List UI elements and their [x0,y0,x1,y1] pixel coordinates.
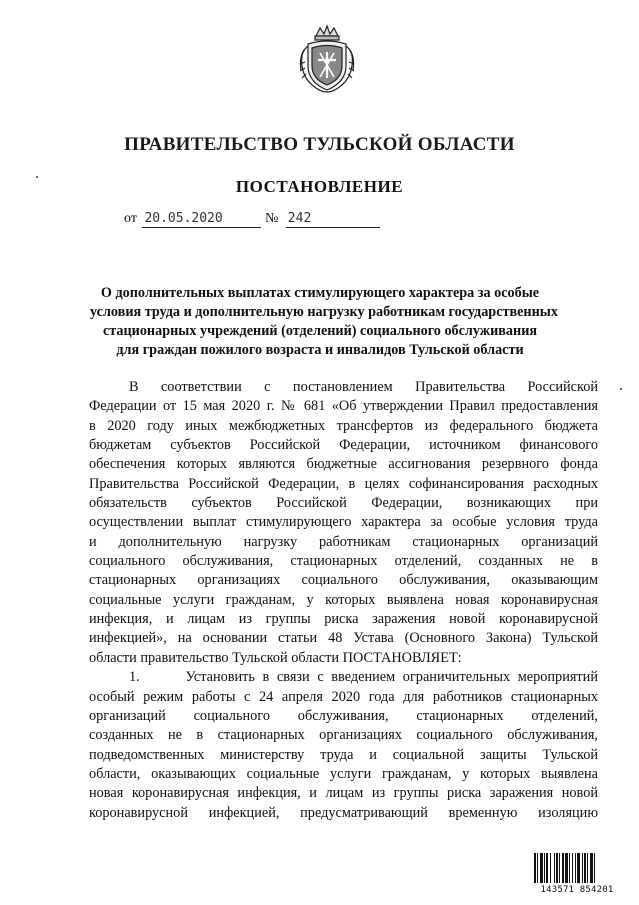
government-name: ПРАВИТЕЛЬСТВО ТУЛЬСКОЙ ОБЛАСТИ [124,134,515,155]
body-line: социальные услуги гражданам, у которых выявлена новая коронавирусная [89,591,598,608]
item-1-line: созданных не в стационарных организациях социального обслуживания, [89,727,598,744]
document-subject [90,284,558,360]
body-line: осуществлении выплат стимулирующего характера за особые условия труда [89,514,598,531]
subject-line: условия труда и дополнительную нагрузку работникам государственных [90,304,558,320]
body-line: обязательств субъектов Российской Федерации, возникающих при [89,495,598,512]
document-type: ПОСТАНОВЛЕНИЕ [235,177,404,196]
date-value: 20.05.2020 [142,211,261,228]
body-line: Правительства Российской Федерации, в целях софинансирования расходных [89,475,598,492]
item-1-line: 1. Установить в связи с введением ограничительных мероприятий [129,669,598,686]
body-line: Федерации от 15 мая 2020 г. № 681 «Об утверждении Правил предоставления [89,398,598,415]
body-line: инфекцией», на основании статьи 48 Устава (Основного Закона) Тульской [89,630,598,647]
subject-line: для граждан пожилого возраста и инвалидов Тульской области [116,342,524,358]
item-1-line: организаций социального обслуживания, стационарных отделений, [89,707,598,724]
coat-of-arms-icon [296,22,358,96]
scan-speck [36,176,38,178]
body-line: и дополнительную нагрузку работникам стационарных организаций [89,533,598,550]
body-line: в 2020 году иных межбюджетных трансфертов из федерального бюджета [89,417,598,434]
item-1-line: новая коронавирусная инфекция, и лицам из группы риска заражения новой [89,785,598,802]
item-1-line: коронавирусной инфекцией, предусматривающий временную изоляцию [89,804,598,821]
body-line: стационарных организациях социального обслуживания, оказывающим [89,572,598,589]
barcode-digits: 143571 854201 [532,885,622,895]
item-1-line: особый режим работы с 24 апреля 2020 года для работников стационарных [89,688,598,705]
number-label: № [264,211,279,226]
body-line: обеспечения которых являются бюджетные ассигнования резервного фонда [89,456,598,473]
document-body [89,378,598,823]
item-1-line: области, оказывающих социальные услуги гражданам, у которых выявлена [89,765,598,782]
body-line: области правительство Тульской области ПОСТАНОВЛЯЕТ: [89,649,462,666]
date-number-line [124,211,380,228]
body-line: инфекция, и лицам из группы риска заражения новой коронавирусной [89,611,598,628]
subject-line: стационарных учреждений (отделений) социального обслуживания [102,323,538,339]
body-line: социального обслуживания, стационарных отделений, созданных не в [89,553,598,570]
body-line: В соответствии с постановлением Правительства Российской [129,379,598,395]
number-value: 242 [286,211,380,228]
item-1-line: подведомственных министерству труда и социальной защиты Тульской [89,746,598,763]
scan-speck [620,388,622,390]
subject-line: О дополнительных выплатах стимулирующего характера за особые [100,285,540,301]
date-label: от [124,211,137,226]
body-line: бюджетам субъектов Российской Федерации, источником финансового [89,437,598,454]
